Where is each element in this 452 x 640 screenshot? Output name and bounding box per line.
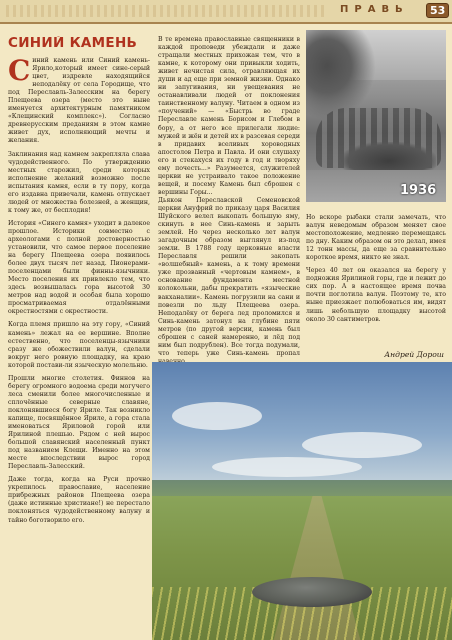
right-column xyxy=(306,214,446,329)
cloud xyxy=(212,457,362,477)
paragraph-5: Прошли многие столетия. Финнов на берегу огромного водоема среди могучего леса сменили более многочисленные и сплочённые северные славяне, поклонявшиеся богу Яриле. Так возникло капище, посвящённое Яриле, а гора стала именоваться Яриловой горой или Ярилиной плешью. Рядом с ней вырос большой славянский населенный пункт под названием Клещи. Именно на этом месте впоследствии вырос город Переславль-Залесский. xyxy=(8,374,150,471)
paragraph-7: В те времена православные священники в каждой проповеди убеждали и даже стращали местных прихожан тем, что в камне, к которому они привыкли ходить, живет нечистая сила, отравляющая их души и ад еще при земной жизни. Однако ни запугивания, ни увещевания не останавливали людей от поклонения таинственному валуну. Читаем в одном из «поучений» — «Быстрь во граде Переславле камень Борисом и Глебом в бору, а от него все прилегали людие: мужей и жён и детей их в разсевая середи в придавих вселивых хороводных апостолов Петра и Павла. И они слушаху его и стекахуся их году в год и творяху ему почесть...» Разумеется, служителей церкви не устраивало такое положение вещей, и посему Камень был сброшен с вершины Горы... xyxy=(158,36,300,196)
paragraph-8: Дьякон Переславской Семеновской церкви Ануфрий по приказу царя Василия Шуйского велел выкопать большую яму, скинуть в нее Синь-камень и зарыть землей. Но через несколько лет валун загадочным образом выглянул из-под земли. В 1788 году церковные власти Переславля решили закопать «волшебный» камень, а к тому времени уже прозванный «чертовым камнем», в основание фундамента местной колокольни, дабы прекратить «языческие вакханалии». Камень погрузили на сани и повезли по льду Плещеева озера. Неподалёку от берега лед проломился и Синь-камень затонул на глубине пяти метров (по другой версии, камень был сброшен с саней намеренно, и лёд под ним был подрублен). Все тогда подумали, что теперь уже Синь-камень пропал xyxy=(158,196,300,357)
paragraph-6: Даже тогда, когда на Руси прочно укрепилось православие, население прибрежных районов Плещеева озера (даже истинные христиане!) не перестало поклоняться чудодейственному валуну и тайно боготворило его. xyxy=(8,476,150,524)
paragraph-1 xyxy=(8,54,150,146)
paragraph-text: иний камень или Синий камень-Ярило,который имеет сине-серый цвет, издревле находящийся неподалёку от села Городище, что под Переславль-Залесским на берегу Плещеева озера (место это ныне именуется архитектурным памятником «Клещинский комплекс»). Согласно древнерусским преданиям в этом камне живет дух, исполняющий мечты и желания. xyxy=(8,57,150,145)
cloud xyxy=(302,432,422,458)
author-signature: Андрей Дорош xyxy=(384,350,444,359)
blue-stone xyxy=(252,577,372,607)
header-ornament xyxy=(6,5,326,17)
paragraph-4: Когда племя пришло на эту гору, «Синий камень» лежал на ее вершине. Вполне естественно, что поселенцы-язычники сразу же обожествили валун, сделали вокруг него ровную площадку, на краю которой постави-ли языческую молельню. xyxy=(8,321,150,369)
paragraph-9: Но вскоре рыбаки стали замечать, что валун неведомым образом меняет свое местоположение, медленно перемещаясь по дну. Каким образом он это делал, имея 12 тонн массы, да еще за сравнительно короткое время, никто не знал. xyxy=(306,214,446,262)
photo-tree xyxy=(306,30,376,120)
historical-photo xyxy=(306,30,446,202)
left-column xyxy=(8,36,150,636)
paragraph-10: Через 40 лет он оказался на берегу у подножия Ярилиной горы, где и лежит до сих пор. А в настоящее время почва почти поглотила валун. Поэтому те, кто ныне приезжает полюбоваться им, видят лишь небольшую площадку высотой около 30 сантиметров. xyxy=(306,267,446,323)
page-number: 53 xyxy=(426,3,449,18)
dropcap: С xyxy=(8,54,31,87)
paragraph-3: История «Синего камня» уходит в далекое прошлое. Историки совместно с археологами с полной достоверностью установили, что самое первое поселение на берегу Плещеева озера появилось более двух тысяч лет назад. Пионерами-поселенцами были финны-язычники. Место поселения их привлекло тем, что здесь возвышалась гора высотой 30 метров над водой и особая была хорошо просматриваемая отдалёнными окрестностями с окрестности. xyxy=(8,219,150,316)
middle-column xyxy=(158,36,300,366)
paragraph-2: Заклинания над камнем закрепляла слава чудодейственного. По утверждению местных старожил, среди которых исполнение желаний возможно после испытания камня, если в ту пору, когда его издавна привечали, камень отпускает людей от множества болезней, а женщин, к тому же, от бесплодия! xyxy=(8,150,150,214)
section-title: ПРАВЬ xyxy=(340,4,409,15)
article-title: СИНИЙ КАМЕНЬ xyxy=(8,36,138,51)
page-header xyxy=(0,0,452,24)
cloud xyxy=(172,402,262,430)
photo-year-label: 1936 xyxy=(400,183,437,198)
landscape-photo xyxy=(152,362,452,640)
